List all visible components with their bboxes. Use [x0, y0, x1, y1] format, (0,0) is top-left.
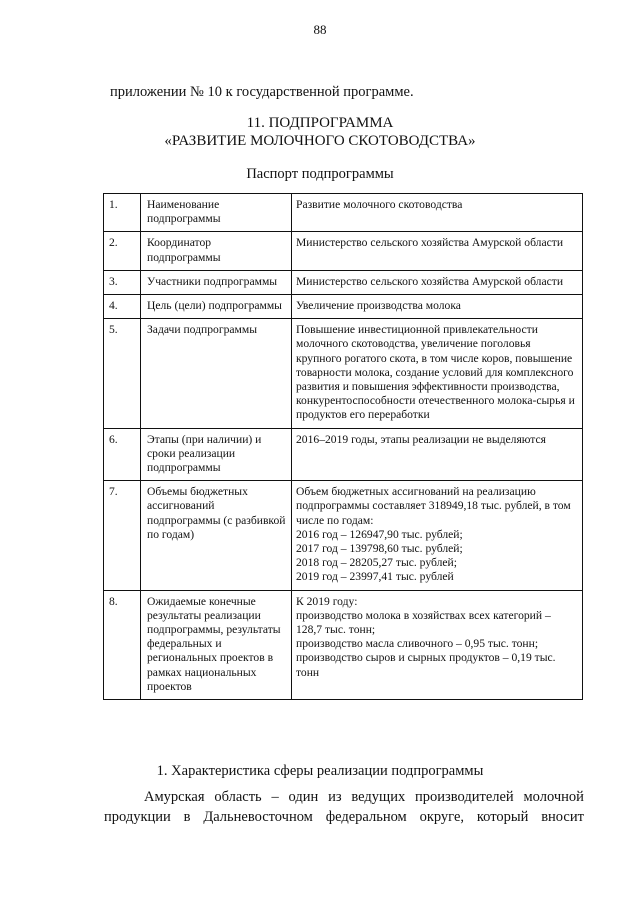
row-label: Объемы бюджетных ассигнований подпрограммы (с разбивкой по годам) [141, 481, 292, 590]
row-label: Координатор подпрограммы [141, 232, 292, 270]
paragraph-word: продукции [104, 809, 171, 825]
row-number: 1. [104, 194, 141, 232]
passport-row [104, 428, 583, 481]
row-label: Ожидаемые конечные результаты реализации подпрограммы, результаты федеральных и региональных проектов в рамках национальных проектов [141, 590, 292, 699]
heading-line-1: 11. ПОДПРОГРАММА [246, 115, 394, 131]
paragraph-word: Амурская [144, 789, 205, 805]
row-label: Участники подпрограммы [141, 270, 292, 294]
paragraph-word: вносит [541, 809, 584, 825]
paragraph-word: область [214, 789, 262, 805]
paragraph-word: Дальневосточном [203, 809, 313, 825]
row-value: 2016–2019 годы, этапы реализации не выделяются [292, 428, 583, 481]
row-number: 6. [104, 428, 141, 481]
paragraph-word: – [271, 789, 279, 805]
paragraph-word: из [328, 789, 342, 805]
row-label: Наименование подпрограммы [141, 194, 292, 232]
row-value: Министерство сельского хозяйства Амурской области [292, 270, 583, 294]
row-value: Развитие молочного скотоводства [292, 194, 583, 232]
paragraph-word: в [183, 809, 191, 825]
row-number: 4. [104, 295, 141, 319]
passport-table [103, 193, 583, 700]
paragraph-word: округе, [419, 809, 464, 825]
section-title: 1. Характеристика сферы реализации подпрограммы [156, 763, 484, 779]
passport-row [104, 481, 583, 590]
page-number: 88 [313, 22, 327, 37]
paragraph-word: молочной [523, 789, 584, 805]
row-number: 2. [104, 232, 141, 270]
body-paragraph [104, 787, 584, 827]
paragraph-word: один [288, 789, 319, 805]
passport-row [104, 319, 583, 428]
intro-line: приложении № 10 к государственной программе. [110, 84, 414, 100]
paragraph-word: который [476, 809, 529, 825]
paragraph-word: федеральном [325, 809, 407, 825]
row-value: Увеличение производства молока [292, 295, 583, 319]
passport-row [104, 232, 583, 270]
subprogram-heading [0, 114, 640, 150]
paragraph-line-1 [104, 787, 584, 807]
row-label: Этапы (при наличии) и сроки реализации подпрограммы [141, 428, 292, 481]
row-label: Задачи подпрограммы [141, 319, 292, 428]
passport-row [104, 590, 583, 699]
passport-row [104, 270, 583, 294]
passport-title: Паспорт подпрограммы [246, 166, 394, 182]
row-number: 7. [104, 481, 141, 590]
heading-line-2: «РАЗВИТИЕ МОЛОЧНОГО СКОТОВОДСТВА» [164, 133, 476, 149]
row-number: 5. [104, 319, 141, 428]
paragraph-word: ведущих [351, 789, 406, 805]
passport-row [104, 295, 583, 319]
row-value: Министерство сельского хозяйства Амурской области [292, 232, 583, 270]
row-number: 8. [104, 590, 141, 699]
paragraph-word: производителей [415, 789, 514, 805]
row-number: 3. [104, 270, 141, 294]
row-value: К 2019 году: производство молока в хозяйствах всех категорий – 128,7 тыс. тонн; производство масла сливочного – 0,95 тыс. тонн; производство сыров и сырных продуктов – 0,19 тыс. тонн [292, 590, 583, 699]
row-label: Цель (цели) подпрограммы [141, 295, 292, 319]
paragraph-line-2 [104, 807, 584, 827]
row-value: Объем бюджетных ассигнований на реализацию подпрограммы составляет 318949,18 тыс. рублей, в том числе по годам: 2016 год – 126947,90 тыс. рублей; 2017 год – 139798,60 тыс. рублей; 2018 год – 28205,27 тыс. рублей; 2019 год – 23997,41 тыс. рублей [292, 481, 583, 590]
passport-row [104, 194, 583, 232]
row-value: Повышение инвестиционной привлекательности молочного скотоводства, увеличение поголовья крупного рогатого скота, в том числе коров, повышение товарности молока, создание условий для комплексного развития и повышения эффективности производства, конкурентоспособности отечественного молока-сырья и продуктов его переработки [292, 319, 583, 428]
